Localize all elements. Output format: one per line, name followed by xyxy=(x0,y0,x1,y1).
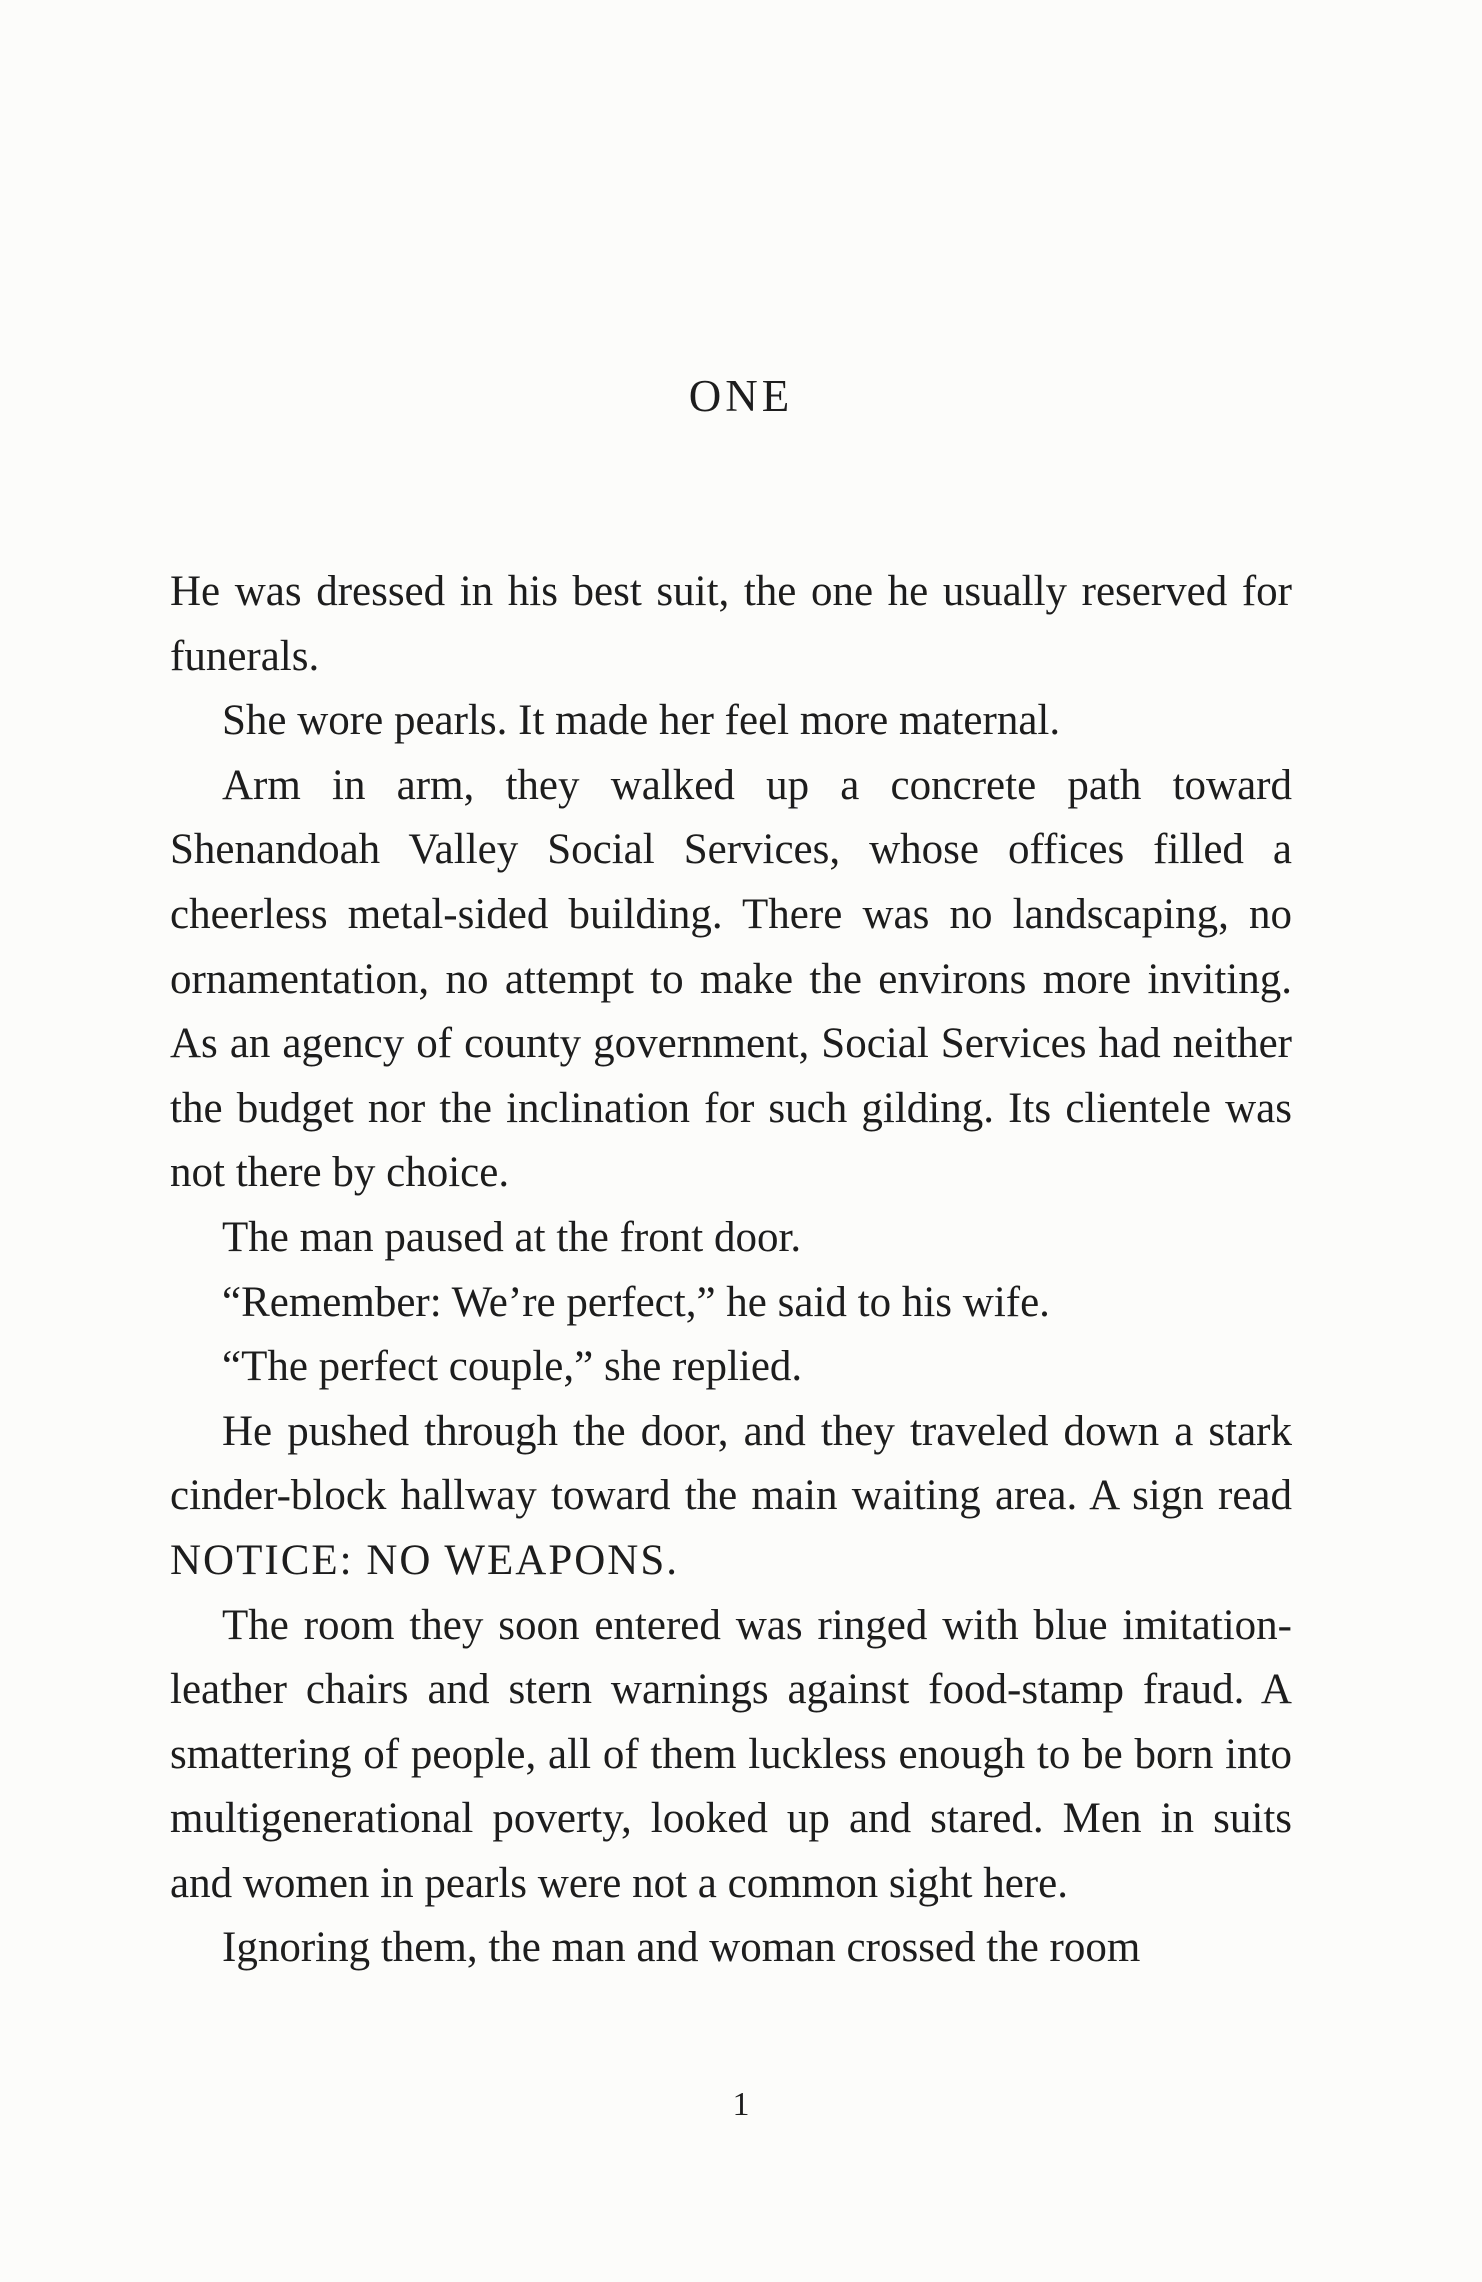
paragraph: “Remember: We’re perfect,” he said to his wife. xyxy=(222,1278,1050,1326)
page-number: 1 xyxy=(732,2086,750,2123)
paragraph: Arm in arm, they walked up a concrete path toward Shenandoah Valley Social Services, whose offices filled a cheerless metal-sided building. There was no landscaping, no ornamentation, no attempt to make the environs more inviting. As an agency of county government, Social Services had neither the budget nor the inclination for such gilding. Its clientele was not there by choice. xyxy=(170,761,1292,1197)
paragraph-with-sign xyxy=(170,1400,1292,1594)
paragraph: He was dressed in his best suit, the one he usually reserved for funerals. xyxy=(170,568,1292,680)
paragraph: Ignoring them, the man and woman crossed the room xyxy=(222,1924,1141,1972)
body-text xyxy=(170,560,1292,1981)
paragraph: She wore pearls. It made her feel more maternal. xyxy=(222,697,1061,745)
paragraph: The man paused at the front door. xyxy=(222,1213,802,1261)
weapons-sign-text: NOTICE: NO WEAPONS. xyxy=(170,1536,680,1584)
paragraph-text: He pushed through the door, and they traveled down a stark cinder-block hallway toward the main waiting area. A sign read xyxy=(170,1407,1292,1520)
chapter-title: ONE xyxy=(688,371,794,421)
paragraph: The room they soon entered was ringed with blue imitation-leather chairs and stern warnings against food-stamp fraud. A smattering of people, all of them luckless enough to be born into multigenerational poverty, looked up and stared. Men in suits and women in pearls were not a common sight here. xyxy=(170,1601,1292,1907)
paragraph: “The perfect couple,” she replied. xyxy=(222,1343,803,1391)
